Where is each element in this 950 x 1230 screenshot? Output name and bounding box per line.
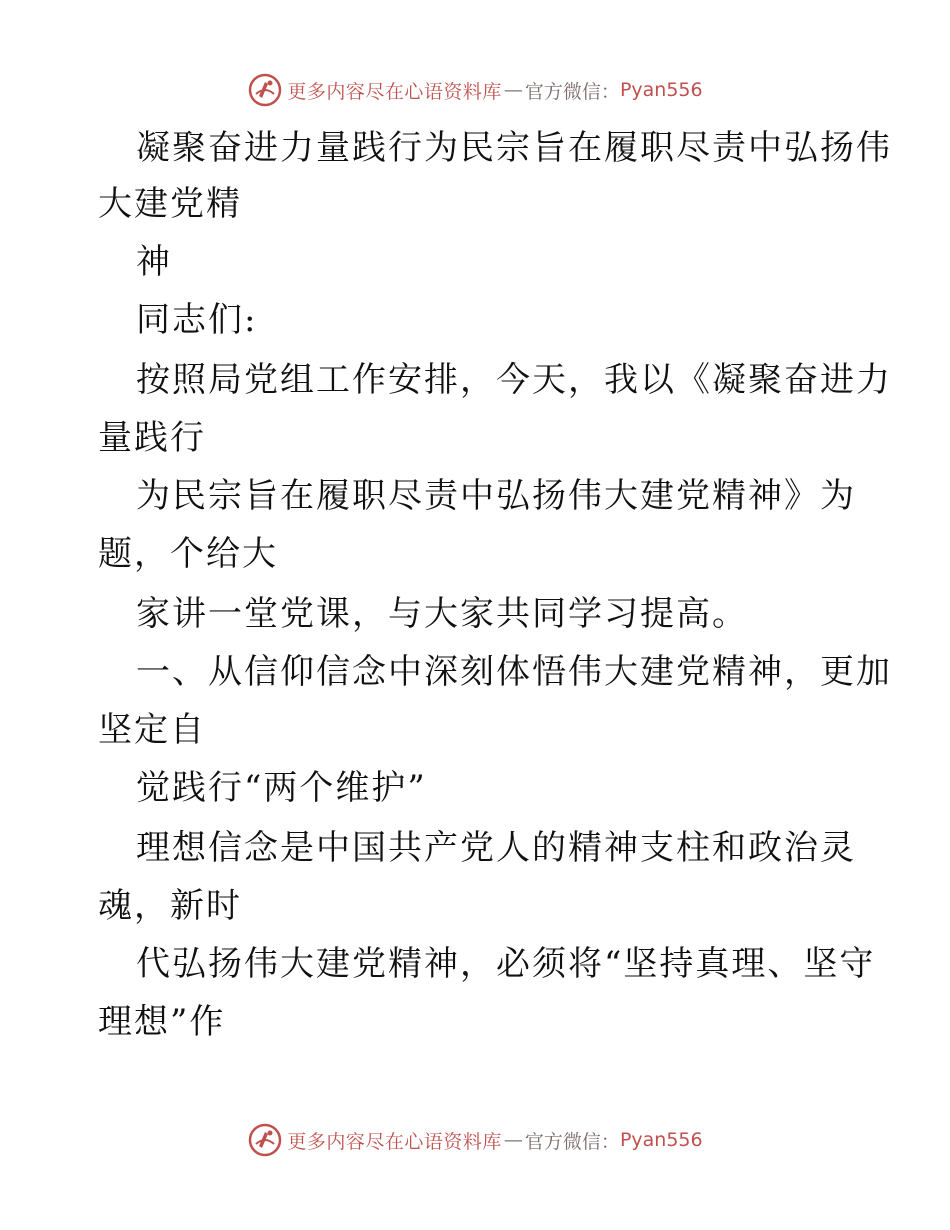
title-line-3: 神 [136, 242, 172, 282]
title-line-1: 凝聚奋进力量践行为民宗旨在履职尽责中弘扬伟 [136, 128, 892, 168]
paragraph-line: 理想信念是中国共产党人的精神支柱和政治灵 [136, 828, 856, 868]
paragraph-line: 按照局党组工作安排，今天，我以《凝聚奋进力 [136, 360, 892, 400]
book-pen-logo-icon [247, 1122, 283, 1158]
paragraph-line: 家讲一堂党课，与大家共同学习提高。 [136, 594, 748, 634]
paragraph-line: 量践行 [98, 418, 206, 458]
banner-text: 更多内容尽在心语资料库 [287, 1130, 502, 1153]
paragraph-line: 为民宗旨在履职尽责中弘扬伟大建党精神》为 [136, 476, 856, 516]
section-heading-line: 觉践行“两个维护” [136, 768, 427, 808]
banner-wechat-id: Pyan556 [619, 79, 703, 101]
section-heading-line: 坚定自 [98, 710, 206, 750]
banner-wechat-id: Pyan556 [619, 1129, 703, 1151]
section-heading-line: 一、从信仰信念中深刻体悟伟大建党精神，更加 [136, 652, 892, 692]
title-line-2: 大建党精 [98, 184, 242, 224]
banner-text: 更多内容尽在心语资料库 [287, 80, 502, 103]
book-pen-logo-icon [247, 72, 283, 108]
banner-wechat-label: 官方微信： [524, 80, 620, 103]
banner-dash: — [503, 1129, 523, 1151]
paragraph-line: 魂，新时 [98, 886, 242, 926]
salutation: 同志们: [136, 300, 258, 340]
banner-dash: — [503, 79, 523, 101]
header-banner [0, 70, 950, 110]
paragraph-line: 代弘扬伟大建党精神，必须将“坚持真理、坚守 [136, 944, 876, 984]
footer-banner [0, 1120, 950, 1160]
banner-wechat-label: 官方微信： [524, 1130, 620, 1153]
paragraph-line: 题，个给大 [98, 534, 278, 574]
paragraph-line: 理想”作 [98, 1002, 226, 1042]
